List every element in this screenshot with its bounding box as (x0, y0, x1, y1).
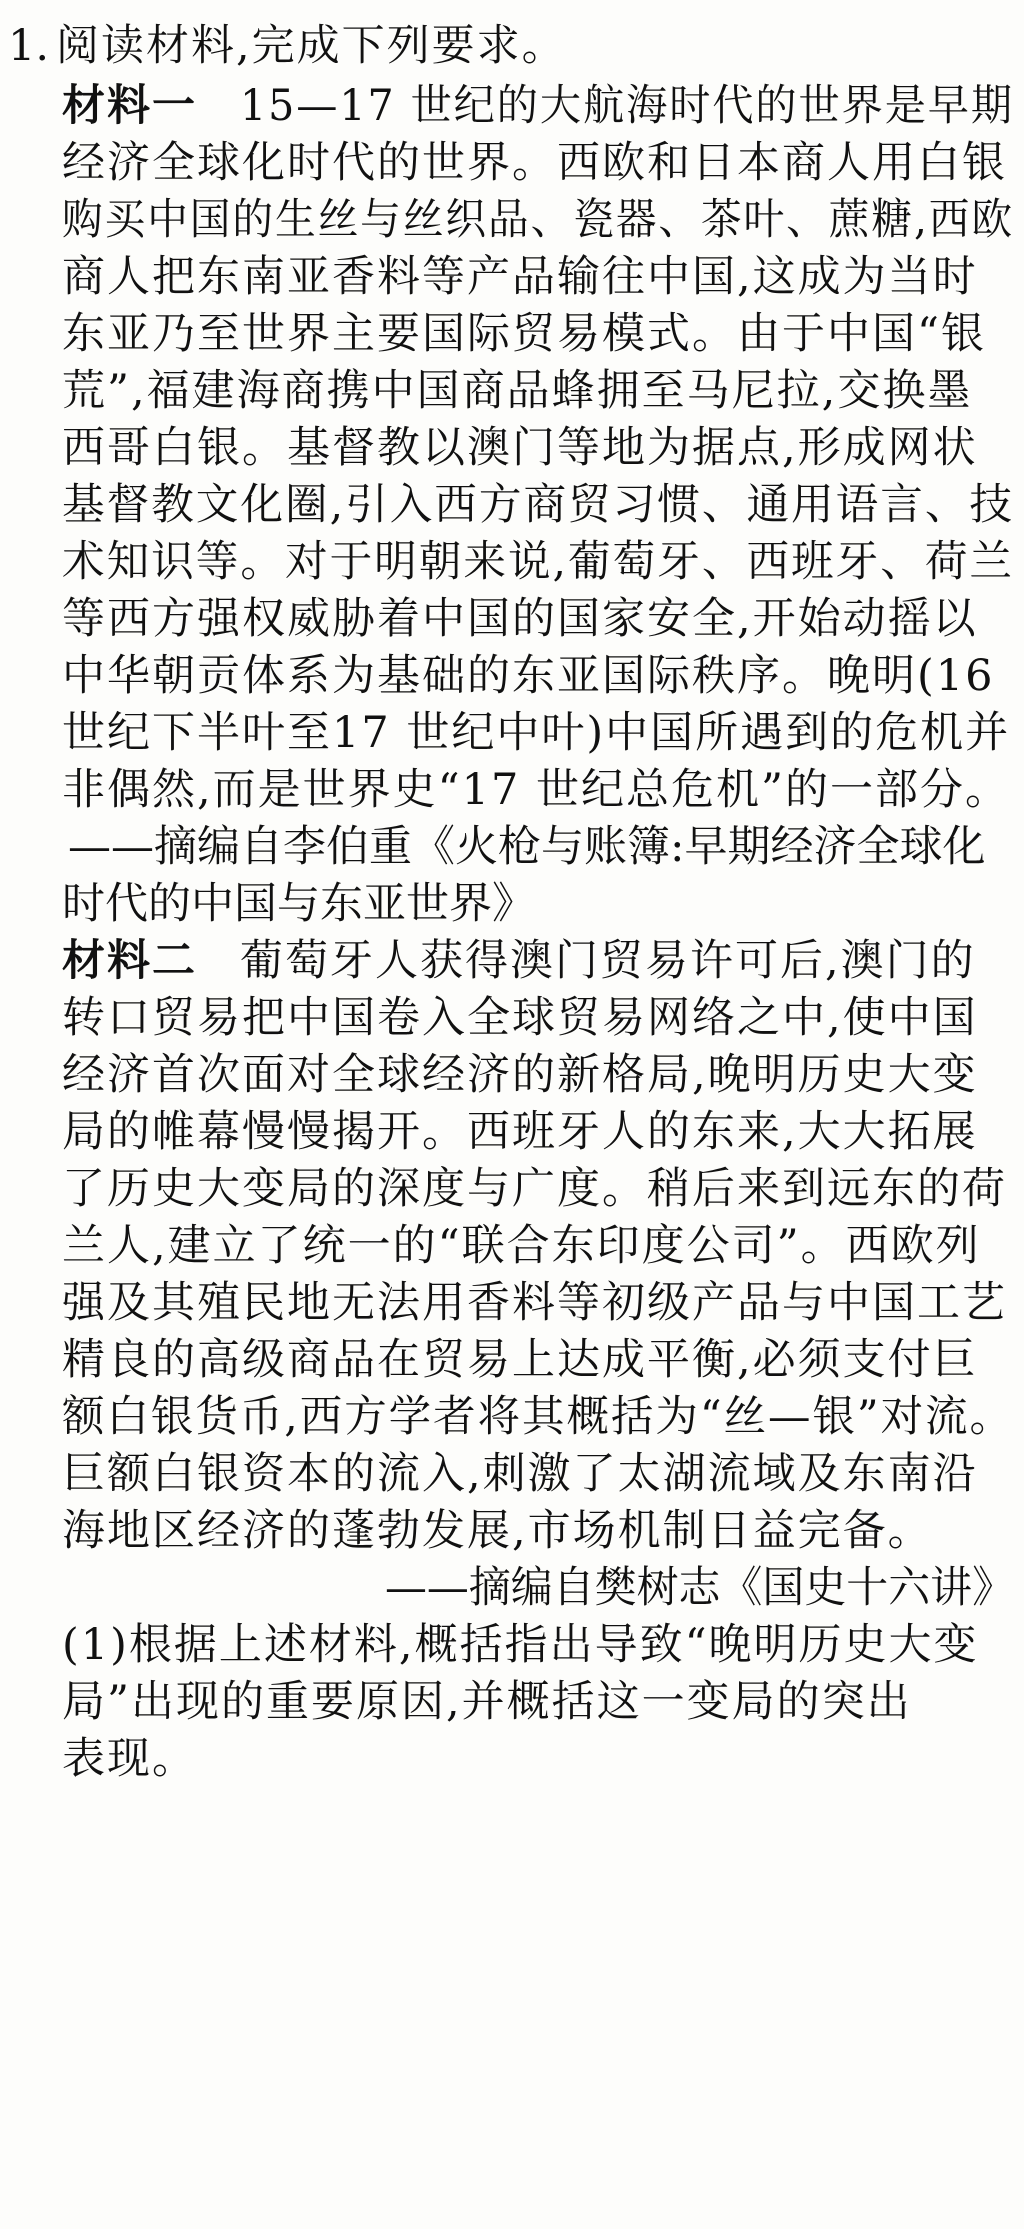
sub-question-line: 局”出现的重要原因,并概括这一变局的突出 (62, 1677, 912, 1727)
material1-line: 基督教文化圈,引入西方商贸习惯、通用语言、技 (62, 480, 1015, 530)
question-number: 1. (8, 21, 50, 71)
material1-line: 商人把东南亚香料等产品输往中国,这成为当时 (62, 252, 978, 302)
material2-line: 兰人,建立了统一的“联合东印度公司”。西欧列 (62, 1221, 981, 1271)
material1-source: ——摘编自李伯重《火枪与账簿:早期经济全球化 (68, 822, 986, 872)
material1-line: 西哥白银。基督教以澳门等地为据点,形成网状 (62, 423, 978, 473)
material2-line: 经济首次面对全球经济的新格局,晚明历史大变 (62, 1050, 978, 1100)
material2-source: ——摘编自樊树志《国史十六讲》 (385, 1563, 1015, 1613)
material1-line: 15—17 世纪的大航海时代的世界是早期 (240, 81, 1015, 131)
material1-line: 东亚乃至世界主要国际贸易模式。由于中国“银 (62, 309, 986, 359)
question-prompt: 阅读材料,完成下列要求。 (56, 21, 567, 71)
material1-line: 世纪下半叶至17 世纪中叶)中国所遇到的危机并 (62, 708, 1011, 758)
sub-question-line: (1)根据上述材料,概括指出导致“晚明历史大变 (62, 1620, 979, 1670)
material1-line: 术知识等。对于明朝来说,葡萄牙、西班牙、荷兰 (62, 537, 1015, 587)
material2-line: 转口贸易把中国卷入全球贸易网络之中,使中国 (62, 993, 978, 1043)
material1-line: 中华朝贡体系为基础的东亚国际秩序。晚明(16 (62, 651, 995, 701)
material1-line: 经济全球化时代的世界。西欧和日本商人用白银 (62, 138, 1007, 188)
material1-label: 材料一 (62, 81, 197, 131)
material1-line: 购买中国的生丝与丝织品、瓷器、茶叶、蔗糖,西欧 (62, 195, 1014, 245)
material1-source-cont: 时代的中国与东亚世界》 (62, 879, 535, 929)
material2-line: 精良的高级商品在贸易上达成平衡,必须支付巨 (62, 1335, 978, 1385)
material2-line: 了历史大变局的深度与广度。稍后来到远东的荷 (62, 1164, 1007, 1214)
material2-line: 额白银货币,西方学者将其概括为“丝—银”对流。 (62, 1392, 1014, 1442)
material2-line: 巨额白银资本的流入,刺激了太湖流域及东南沿 (62, 1449, 978, 1499)
material2-line: 局的帷幕慢慢揭开。西班牙人的东来,大大拓展 (62, 1107, 978, 1157)
material1-line: 荒”,福建海商携中国商品蜂拥至马尼拉,交换墨 (62, 366, 973, 416)
material2-label: 材料二 (62, 936, 197, 986)
sub-question-line: 表现。 (62, 1734, 197, 1784)
material2-line: 葡萄牙人获得澳门贸易许可后,澳门的 (240, 936, 976, 986)
material1-line: 等西方强权威胁着中国的国家安全,开始动摇以 (62, 594, 978, 644)
material2-line: 海地区经济的蓬勃发展,市场机制日益完备。 (62, 1506, 933, 1556)
material2-line: 强及其殖民地无法用香料等初级产品与中国工艺 (62, 1278, 1007, 1328)
material1-line: 非偶然,而是世界史“17 世纪总危机”的一部分。 (62, 765, 1011, 815)
